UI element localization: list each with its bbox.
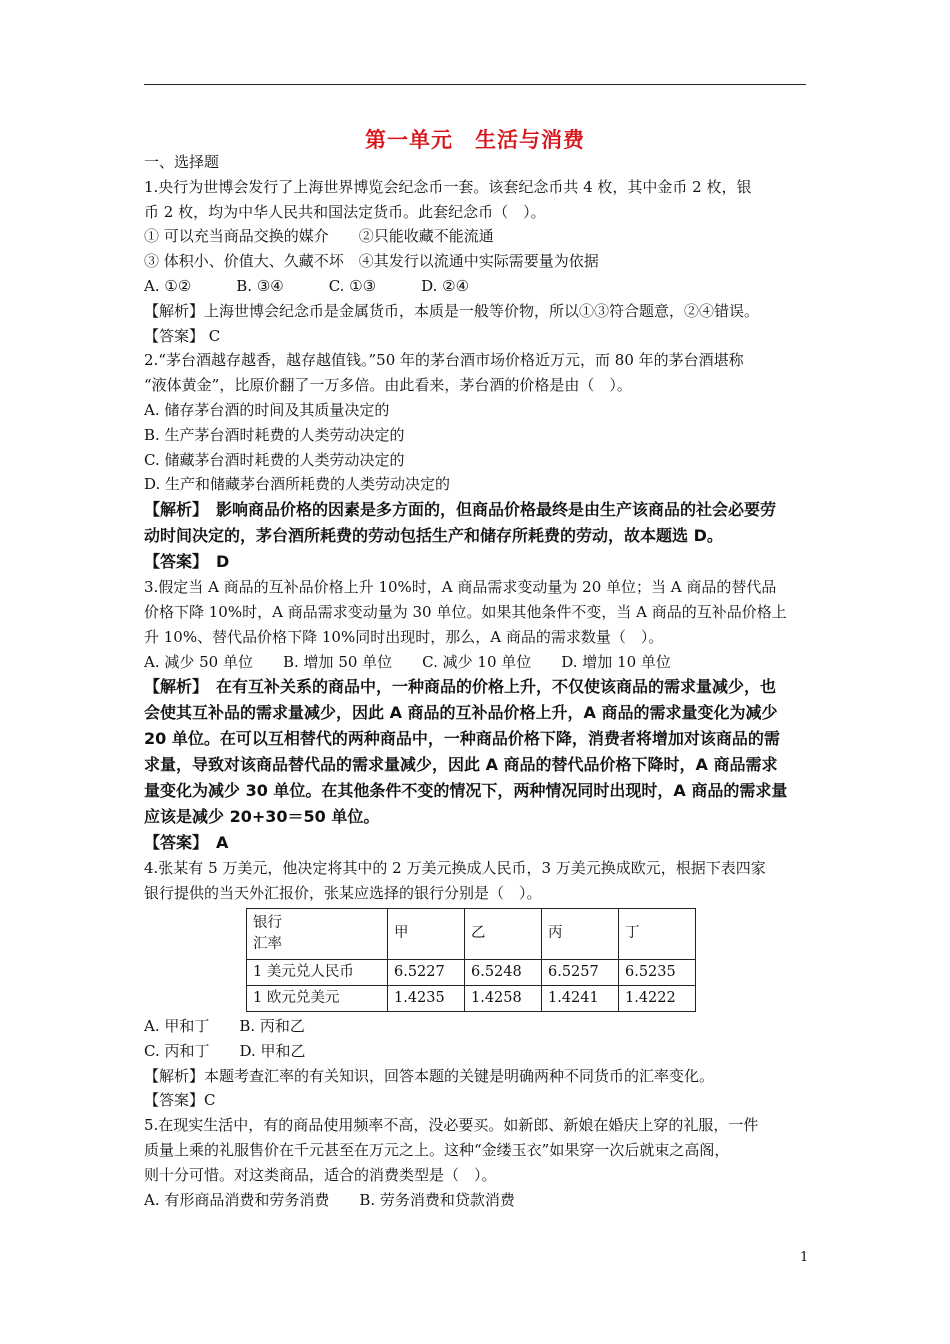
q2-analysis-line: 动时间决定的，茅台酒所耗费的劳动包括生产和储存所耗费的劳动，故本题选 D。	[144, 526, 723, 546]
rate-cell: 6.5257	[542, 959, 619, 985]
q4-option-line: C. 丙和丁 D. 甲和乙	[144, 1041, 306, 1060]
rate-cell: 1.4222	[619, 985, 696, 1011]
q2-option-line: B. 生产茅台酒时耗费的人类劳动决定的	[144, 425, 405, 444]
q3-analysis-line: 应该是减少 20+30＝50 单位。	[144, 807, 380, 827]
rate-cell: 1.4241	[542, 985, 619, 1011]
rate-cell: 6.5227	[388, 959, 465, 985]
rate-cell: 1.4258	[465, 985, 542, 1011]
q4-stem-line: 银行提供的当天外汇报价，张某应选择的银行分别是（ ）。	[144, 884, 542, 903]
rate-cell: 6.5235	[619, 959, 696, 985]
q2-option-line: A. 储存茅台酒的时间及其质量决定的	[144, 400, 390, 419]
table-corner-cell	[247, 908, 388, 959]
rate-cell: 6.5248	[465, 959, 542, 985]
header-rule	[144, 84, 806, 85]
q3-analysis-line: 会使其互补品的需求量减少，因此 A 商品的互补品价格上升，A 商品的需求量变化为减少	[144, 703, 778, 723]
q2-option-line: D. 生产和储藏茅台酒所耗费的人类劳动决定的	[144, 475, 451, 494]
q5-stem-line: 5.在现实生活中，有的商品使用频率不高，没必要买。如新郎、新娘在婚庆上穿的礼服，一件	[144, 1116, 759, 1135]
rate-cell: 1.4235	[388, 985, 465, 1011]
q2-option-line: C. 储藏茅台酒时耗费的人类劳动决定的	[144, 450, 405, 469]
q3-answer: 【答案】 A	[144, 833, 229, 853]
q4-option-line: A. 甲和丁 B. 丙和乙	[144, 1016, 305, 1035]
page-title: 第一单元 生活与消费	[365, 128, 585, 152]
q4-stem-line: 4.张某有 5 万美元，他决定将其中的 2 万美元换成人民币，3 万美元换成欧元，根据下表四家	[144, 859, 766, 878]
section-heading: 一、选择题	[144, 153, 220, 171]
q3-analysis-line: 求量，导致对该商品替代品的需求量减少，因此 A 商品的替代品价格下降时，A 商品需求	[144, 755, 778, 775]
q1-stem-line: 1.央行为世博会发行了上海世界博览会纪念币一套。该套纪念币共 4 枚，其中金币 2 枚，银	[144, 177, 752, 196]
q4-answer: 【答案】C	[144, 1091, 216, 1110]
exchange-rate-table	[246, 908, 696, 1012]
q3-stem-line: 升 10%、替代品价格下降 10%同时出现时，那么，A 商品的需求数量（ ）。	[144, 627, 664, 646]
q2-stem-line: “液体黄金”，比原价翻了一万多倍。由此看来，茅台酒的价格是由（ ）。	[144, 376, 632, 395]
table-header-row	[247, 908, 696, 959]
table-row	[247, 985, 696, 1011]
bank-header-cell: 丁	[619, 908, 696, 959]
bank-header-cell: 乙	[465, 908, 542, 959]
q1-option-line: ③ 体积小、价值大、久藏不坏 ④其发行以流通中实际需要量为依据	[144, 252, 599, 271]
q2-stem-line: 2.“茅台酒越存越香，越存越值钱。”50 年的茅台酒市场价格近万元，而 80 年的茅台酒堪称	[144, 351, 744, 370]
row-label-cell: 1 欧元兑美元	[247, 985, 388, 1011]
bank-header-cell: 丙	[542, 908, 619, 959]
q1-option-line: A. ①② B. ③④ C. ①③ D. ②④	[144, 276, 470, 295]
q4-analysis: 【解析】本题考查汇率的有关知识，回答本题的关键是明确两种不同货币的汇率变化。	[144, 1066, 715, 1085]
q1-analysis: 【解析】上海世博会纪念币是金属货币，本质是一般等价物，所以①③符合题意，②④错误。	[144, 301, 760, 320]
q3-option-line: A. 减少 50 单位 B. 增加 50 单位 C. 减少 10 单位 D. 增加 10 单位	[144, 652, 671, 671]
q5-option-line: A. 有形商品消费和劳务消费 B. 劳务消费和贷款消费	[144, 1190, 515, 1209]
page-number: 1	[800, 1250, 809, 1265]
q1-option-line: ① 可以充当商品交换的媒介 ②只能收藏不能流通	[144, 227, 494, 246]
row-label-cell: 1 美元兑人民币	[247, 959, 388, 985]
q1-stem-line: 币 2 枚，均为中华人民共和国法定货币。此套纪念币（ ）。	[144, 202, 546, 221]
q2-answer: 【答案】 D	[144, 552, 230, 572]
q3-analysis-line: 量变化为减少 30 单位。在其他条件不变的情况下，两种情况同时出现时，A 商品的需求量	[144, 781, 788, 801]
q3-stem-line: 价格下降 10%时，A 商品需求变动量为 30 单位。如果其他条件不变，当 A 商品的互补品价格上	[144, 602, 787, 621]
q3-stem-line: 3.假定当 A 商品的互补品价格上升 10%时，A 商品需求变动量为 20 单位；当 A 商品的替代品	[144, 578, 777, 597]
document-body	[144, 150, 808, 1212]
q3-analysis-line: 20 单位。在可以互相替代的两种商品中，一种商品价格下降，消费者将增加对该商品的需	[144, 729, 780, 749]
q3-analysis-line: 【解析】 在有互补关系的商品中，一种商品的价格上升，不仅使该商品的需求量减少，也	[144, 677, 777, 697]
q5-stem-line: 则十分可惜。对这类商品，适合的消费类型是（ ）。	[144, 1165, 497, 1184]
bank-header-cell: 甲	[388, 908, 465, 959]
q1-answer: 【答案】 C	[144, 326, 221, 345]
q2-analysis-line: 【解析】 影响商品价格的因素是多方面的，但商品价格最终是由生产该商品的社会必要劳	[144, 500, 777, 520]
corner-label-bank: 银行	[253, 914, 282, 931]
q5-stem-line: 质量上乘的礼服售价在千元甚至在万元之上。这种“金缕玉衣”如果穿一次后就束之高阁，	[144, 1140, 730, 1159]
table-row	[247, 959, 696, 985]
corner-label-rate: 汇率	[253, 935, 282, 952]
